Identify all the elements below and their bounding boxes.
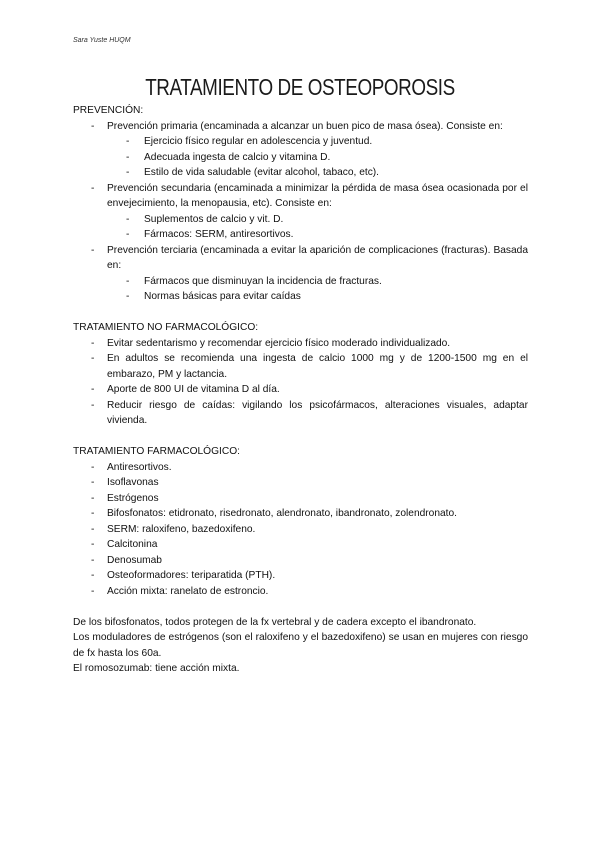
page-title: TRATAMIENTO DE OSTEOPOROSIS bbox=[145, 74, 455, 100]
list-item: - Evitar sedentarismo y recomendar ejercicio físico moderado individualizado. bbox=[73, 336, 528, 352]
list-item: - Aporte de 800 UI de vitamina D al día. bbox=[73, 382, 528, 398]
list-item: - Estilo de vida saludable (evitar alcohol, tabaco, etc). bbox=[107, 165, 528, 181]
list-item: - Fármacos que disminuyan la incidencia de fracturas. bbox=[107, 274, 528, 290]
list-item: - Bifosfonatos: etidronato, risedronato, alendronato, ibandronato, zolendronato. bbox=[73, 506, 528, 522]
pharmacological-list bbox=[73, 460, 528, 600]
list-item: - Acción mixta: ranelato de estroncio. bbox=[73, 584, 528, 600]
list-item: - Estrógenos bbox=[73, 491, 528, 507]
list-item-text: Prevención primaria (encaminada a alcanzar un buen pico de masa ósea). Consiste en: bbox=[107, 120, 503, 132]
section-heading-farmacologico: TRATAMIENTO FARMACOLÓGICO: bbox=[73, 446, 240, 457]
list-item bbox=[73, 181, 528, 243]
prevention-list bbox=[73, 119, 528, 305]
document-body bbox=[73, 103, 528, 677]
list-item: - Fármacos: SERM, antiresortivos. bbox=[107, 227, 528, 243]
list-item: - Ejercicio físico regular en adolescencia y juventud. bbox=[107, 134, 528, 150]
list-item: - En adultos se recomienda una ingesta de calcio 1000 mg y de 1200-1500 mg en el embarazo, PM y lactancia. bbox=[73, 351, 528, 382]
note-paragraph: De los bifosfonatos, todos protegen de la fx vertebral y de cadera excepto el ibandronato. bbox=[73, 616, 477, 628]
list-item bbox=[73, 243, 528, 305]
list-item: - Denosumab bbox=[73, 553, 528, 569]
list-item: - Reducir riesgo de caídas: vigilando los psicofármacos, alteraciones visuales, adaptar vivienda. bbox=[73, 398, 528, 429]
sublist bbox=[107, 274, 528, 305]
section-heading-no-farmacologico: TRATAMIENTO NO FARMACOLÓGICO: bbox=[73, 322, 259, 333]
list-item: - Antiresortivos. bbox=[73, 460, 528, 476]
list-item: - SERM: raloxifeno, bazedoxifeno. bbox=[73, 522, 528, 538]
note-paragraph: Los moduladores de estrógenos (son el raloxifeno y el bazedoxifeno) se usan en mujeres con riesgo de fx hasta los 60a. bbox=[73, 632, 528, 659]
list-item: - Suplementos de calcio y vit. D. bbox=[107, 212, 528, 228]
list-item-text: Prevención terciaria (encaminada a evitar la aparición de complicaciones (fracturas). Basada en: bbox=[107, 244, 528, 271]
non-pharmacological-list bbox=[73, 336, 528, 429]
author-header: Sara Yuste HUQM bbox=[73, 37, 131, 44]
section-heading-prevencion: PREVENCIÓN: bbox=[73, 105, 144, 116]
note-paragraph: El romosozumab: tiene acción mixta. bbox=[73, 663, 240, 674]
list-item: - Adecuada ingesta de calcio y vitamina D. bbox=[107, 150, 528, 166]
list-item-text: Prevención secundaria (encaminada a minimizar la pérdida de masa ósea ocasionada por el envejecimiento, la menopausia, etc). Consiste en: bbox=[107, 182, 528, 209]
list-item: - Isoflavonas bbox=[73, 475, 528, 491]
list-item: - Osteoformadores: teriparatida (PTH). bbox=[73, 568, 528, 584]
list-item bbox=[73, 119, 528, 181]
list-item: - Normas básicas para evitar caídas bbox=[107, 289, 528, 305]
sublist bbox=[107, 134, 528, 181]
sublist bbox=[107, 212, 528, 243]
list-item: - Calcitonina bbox=[73, 537, 528, 553]
